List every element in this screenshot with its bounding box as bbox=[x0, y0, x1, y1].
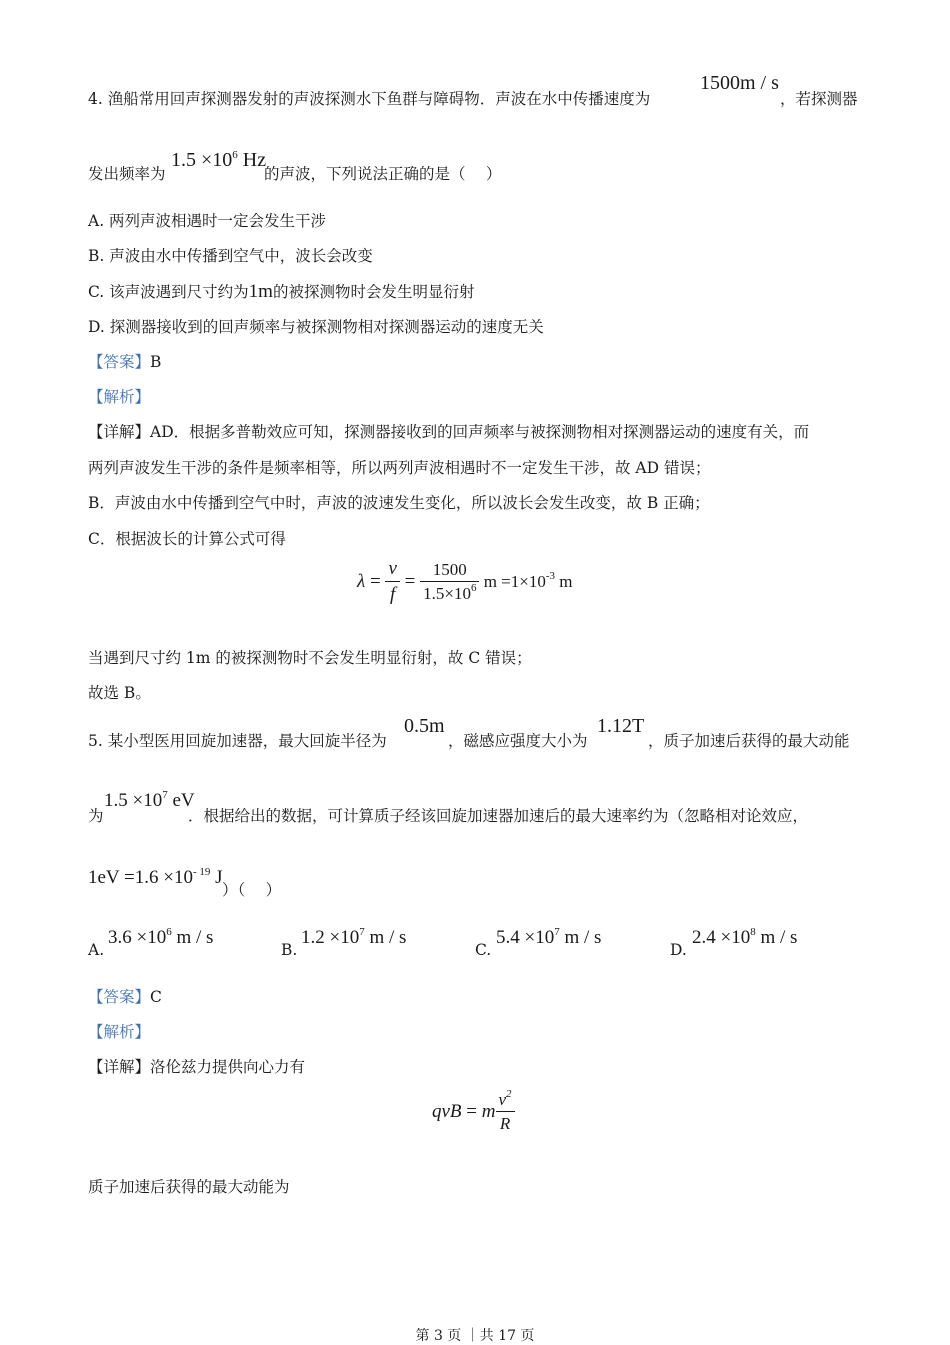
q5-stem-line1-a: 5. 某小型医用回旋加速器，最大回旋半径为 bbox=[88, 732, 387, 750]
q5-energy-coef: 1.5 ×10 bbox=[104, 790, 163, 811]
q5-stem-line2-b: ．根据给出的数据，可计算质子经该回旋加速器加速后的最大速率约为（忽略相对论效应， bbox=[188, 807, 809, 825]
q5-stem-line1-c: ，质子加速后获得的最大动能 bbox=[648, 732, 850, 750]
q5-option-c-coef: 5.4 ×10 bbox=[496, 927, 555, 948]
q5-energy-value bbox=[104, 788, 195, 811]
eq-result-unit: m bbox=[555, 572, 573, 591]
q4-stem-line2-b: 的声波，下列说法正确的是（ ） bbox=[264, 165, 502, 183]
q5-option-b-unit: m / s bbox=[364, 927, 407, 948]
q5-stem-line2-a: 为 bbox=[88, 807, 104, 825]
eq-fraction-v-over-f bbox=[385, 558, 399, 606]
q4-option-c-text: C. 该声波遇到尺寸约为 bbox=[88, 283, 249, 301]
eq-numerator: 1500 bbox=[420, 560, 479, 582]
eq-r: R bbox=[499, 1114, 511, 1133]
eq-result-coef: m =1×10 bbox=[479, 572, 546, 591]
detail-tag: 【详解】 bbox=[88, 423, 151, 441]
eq-denominator bbox=[420, 582, 479, 604]
answer-tag: 【答案】 bbox=[88, 988, 151, 1006]
q5-answer-value: C bbox=[150, 988, 162, 1006]
q5-detail-line1 bbox=[88, 1057, 305, 1077]
q4-detail-line6: 故选 B。 bbox=[88, 684, 151, 702]
q4-analysis-tag: 【解析】 bbox=[88, 388, 151, 406]
q4-stem-text: 4. 渔船常用回声探测器发射的声波探测水下鱼群与障碍物．声波在水中传播速度为 bbox=[88, 90, 651, 108]
q5-option-c-unit: m / s bbox=[559, 927, 602, 948]
q4-option-b: B. 声波由水中传播到空气中，波长会改变 bbox=[88, 247, 373, 265]
q5-option-a-exp: 6 bbox=[166, 925, 172, 938]
q5-option-a-value bbox=[108, 925, 214, 948]
footer-text-a: 第 bbox=[415, 1328, 434, 1344]
q5-option-a-coef: 3.6 ×10 bbox=[108, 927, 167, 948]
q5-option-c-exp: 7 bbox=[554, 925, 560, 938]
q4-detail-line2: 两列声波发生干涉的条件是频率相等，所以两列声波相遇时不一定发生干涉，故 AD 错误； bbox=[88, 459, 711, 477]
q5-detail-line2: 质子加速后获得的最大动能为 bbox=[88, 1178, 290, 1196]
q5-option-c-value bbox=[496, 925, 602, 948]
eq-v: v bbox=[385, 558, 399, 582]
eq-equals-2: = bbox=[399, 571, 421, 592]
q4-option-d: D. 探测器接收到的回声频率与被探测物相对探测器运动的速度无关 bbox=[88, 318, 544, 336]
eq-equals: = bbox=[461, 1101, 482, 1122]
q4-detail-line5: 当遇到尺寸约 1m 的被探测物时不会发生明显衍射，故 C 错误； bbox=[88, 649, 532, 667]
q4-wavelength-equation bbox=[357, 558, 573, 606]
answer-tag: 【答案】 bbox=[88, 353, 151, 371]
footer-page-number: 3 bbox=[433, 1328, 443, 1344]
eq-equals-1: = bbox=[365, 571, 386, 592]
eq-result-exp: -3 bbox=[545, 569, 556, 582]
q4-detail-line3: B．声波由水中传播到空气中时，声波的波速发生变化，所以波长会发生改变，故 B 正确； bbox=[88, 494, 710, 512]
footer-text-c: 页 bbox=[516, 1328, 535, 1344]
q4-option-c-tail: 的被探测物时会发生明显衍射 bbox=[272, 283, 475, 301]
q5-energy-exp: 7 bbox=[162, 788, 168, 801]
eq-result bbox=[479, 569, 573, 591]
q5-detail-text-1: 洛伦兹力提供向心力有 bbox=[150, 1058, 306, 1076]
q4-stem-tail: ，若探测器 bbox=[780, 90, 858, 108]
detail-tag: 【详解】 bbox=[88, 1058, 151, 1076]
q5-answer bbox=[88, 987, 162, 1007]
eq-v-squared bbox=[496, 1087, 515, 1112]
q4-option-a: A. 两列声波相遇时一定会发生干涉 bbox=[88, 212, 327, 230]
q4-speed-value: 1500m / s bbox=[700, 72, 779, 94]
eq-qvb: qvB bbox=[432, 1101, 462, 1122]
q5-option-b-coef: 1.2 ×10 bbox=[301, 927, 360, 948]
eq-denominator-coef: 1.5×10 bbox=[423, 584, 471, 603]
q5-field-value: 1.12T bbox=[597, 715, 645, 737]
q5-option-d-value bbox=[692, 925, 798, 948]
q5-option-c-label: C. bbox=[475, 941, 492, 959]
eq-lambda: λ bbox=[357, 571, 366, 592]
eq-v: v bbox=[498, 1090, 507, 1109]
eq-m: m bbox=[481, 1101, 496, 1122]
q4-option-c-size: 1m bbox=[248, 281, 273, 302]
q4-stem-line1 bbox=[88, 89, 650, 109]
q4-detail-line1 bbox=[88, 422, 809, 442]
q5-energy-unit: eV bbox=[167, 790, 195, 811]
q4-detail-text-1: AD．根据多普勒效应可知，探测器接收到的回声频率与被探测物相对探测器运动的速度有关，而 bbox=[150, 423, 810, 441]
q5-option-d-coef: 2.4 ×10 bbox=[692, 927, 751, 948]
q5-option-d-exp: 8 bbox=[750, 925, 756, 938]
q4-stem-line2-a: 发出频率为 bbox=[88, 165, 166, 183]
eq-fraction-v2-over-r bbox=[496, 1087, 515, 1134]
footer-text-b: 页 ｜共 bbox=[442, 1328, 499, 1344]
q4-frequency-coefficient: 1.5 ×10 bbox=[171, 149, 233, 171]
q4-frequency-unit: Hz bbox=[237, 149, 267, 171]
q4-answer bbox=[88, 352, 161, 372]
q5-stem-line1-b: ，磁感应强度大小为 bbox=[448, 732, 588, 750]
eq-f: f bbox=[390, 584, 396, 605]
q5-option-a-label: A. bbox=[88, 941, 105, 959]
eq-denominator-exp: 6 bbox=[470, 581, 477, 594]
q5-option-d-label: D. bbox=[670, 941, 687, 959]
q5-lorentz-equation bbox=[432, 1087, 515, 1134]
q5-stem-tail: ）（ ） bbox=[222, 881, 282, 899]
q5-option-b-value bbox=[301, 925, 407, 948]
q4-answer-value: B bbox=[150, 353, 162, 371]
footer-page-total: 17 bbox=[498, 1328, 517, 1344]
q5-option-a-unit: m / s bbox=[171, 927, 214, 948]
page-footer bbox=[0, 1325, 950, 1345]
q4-detail-line4: C．根据波长的计算公式可得 bbox=[88, 530, 286, 548]
q5-ev-unit: J bbox=[210, 867, 223, 888]
q5-radius-value: 0.5m bbox=[404, 715, 445, 737]
q4-frequency-value bbox=[171, 150, 266, 170]
eq-v-exp: 2 bbox=[506, 1087, 512, 1100]
q5-option-b-exp: 7 bbox=[359, 925, 365, 938]
eq-fraction-numeric bbox=[420, 560, 479, 604]
q5-ev-coef: 1eV =1.6 ×10 bbox=[88, 867, 193, 888]
q4-option-c bbox=[88, 282, 474, 302]
q5-ev-exp: - 19 bbox=[193, 865, 211, 878]
q5-option-d-unit: m / s bbox=[755, 927, 798, 948]
q5-option-b-label: B. bbox=[281, 941, 298, 959]
q4-frequency-exponent: 6 bbox=[232, 148, 238, 161]
q5-analysis-tag: 【解析】 bbox=[88, 1023, 151, 1041]
q5-ev-conversion bbox=[88, 865, 223, 888]
